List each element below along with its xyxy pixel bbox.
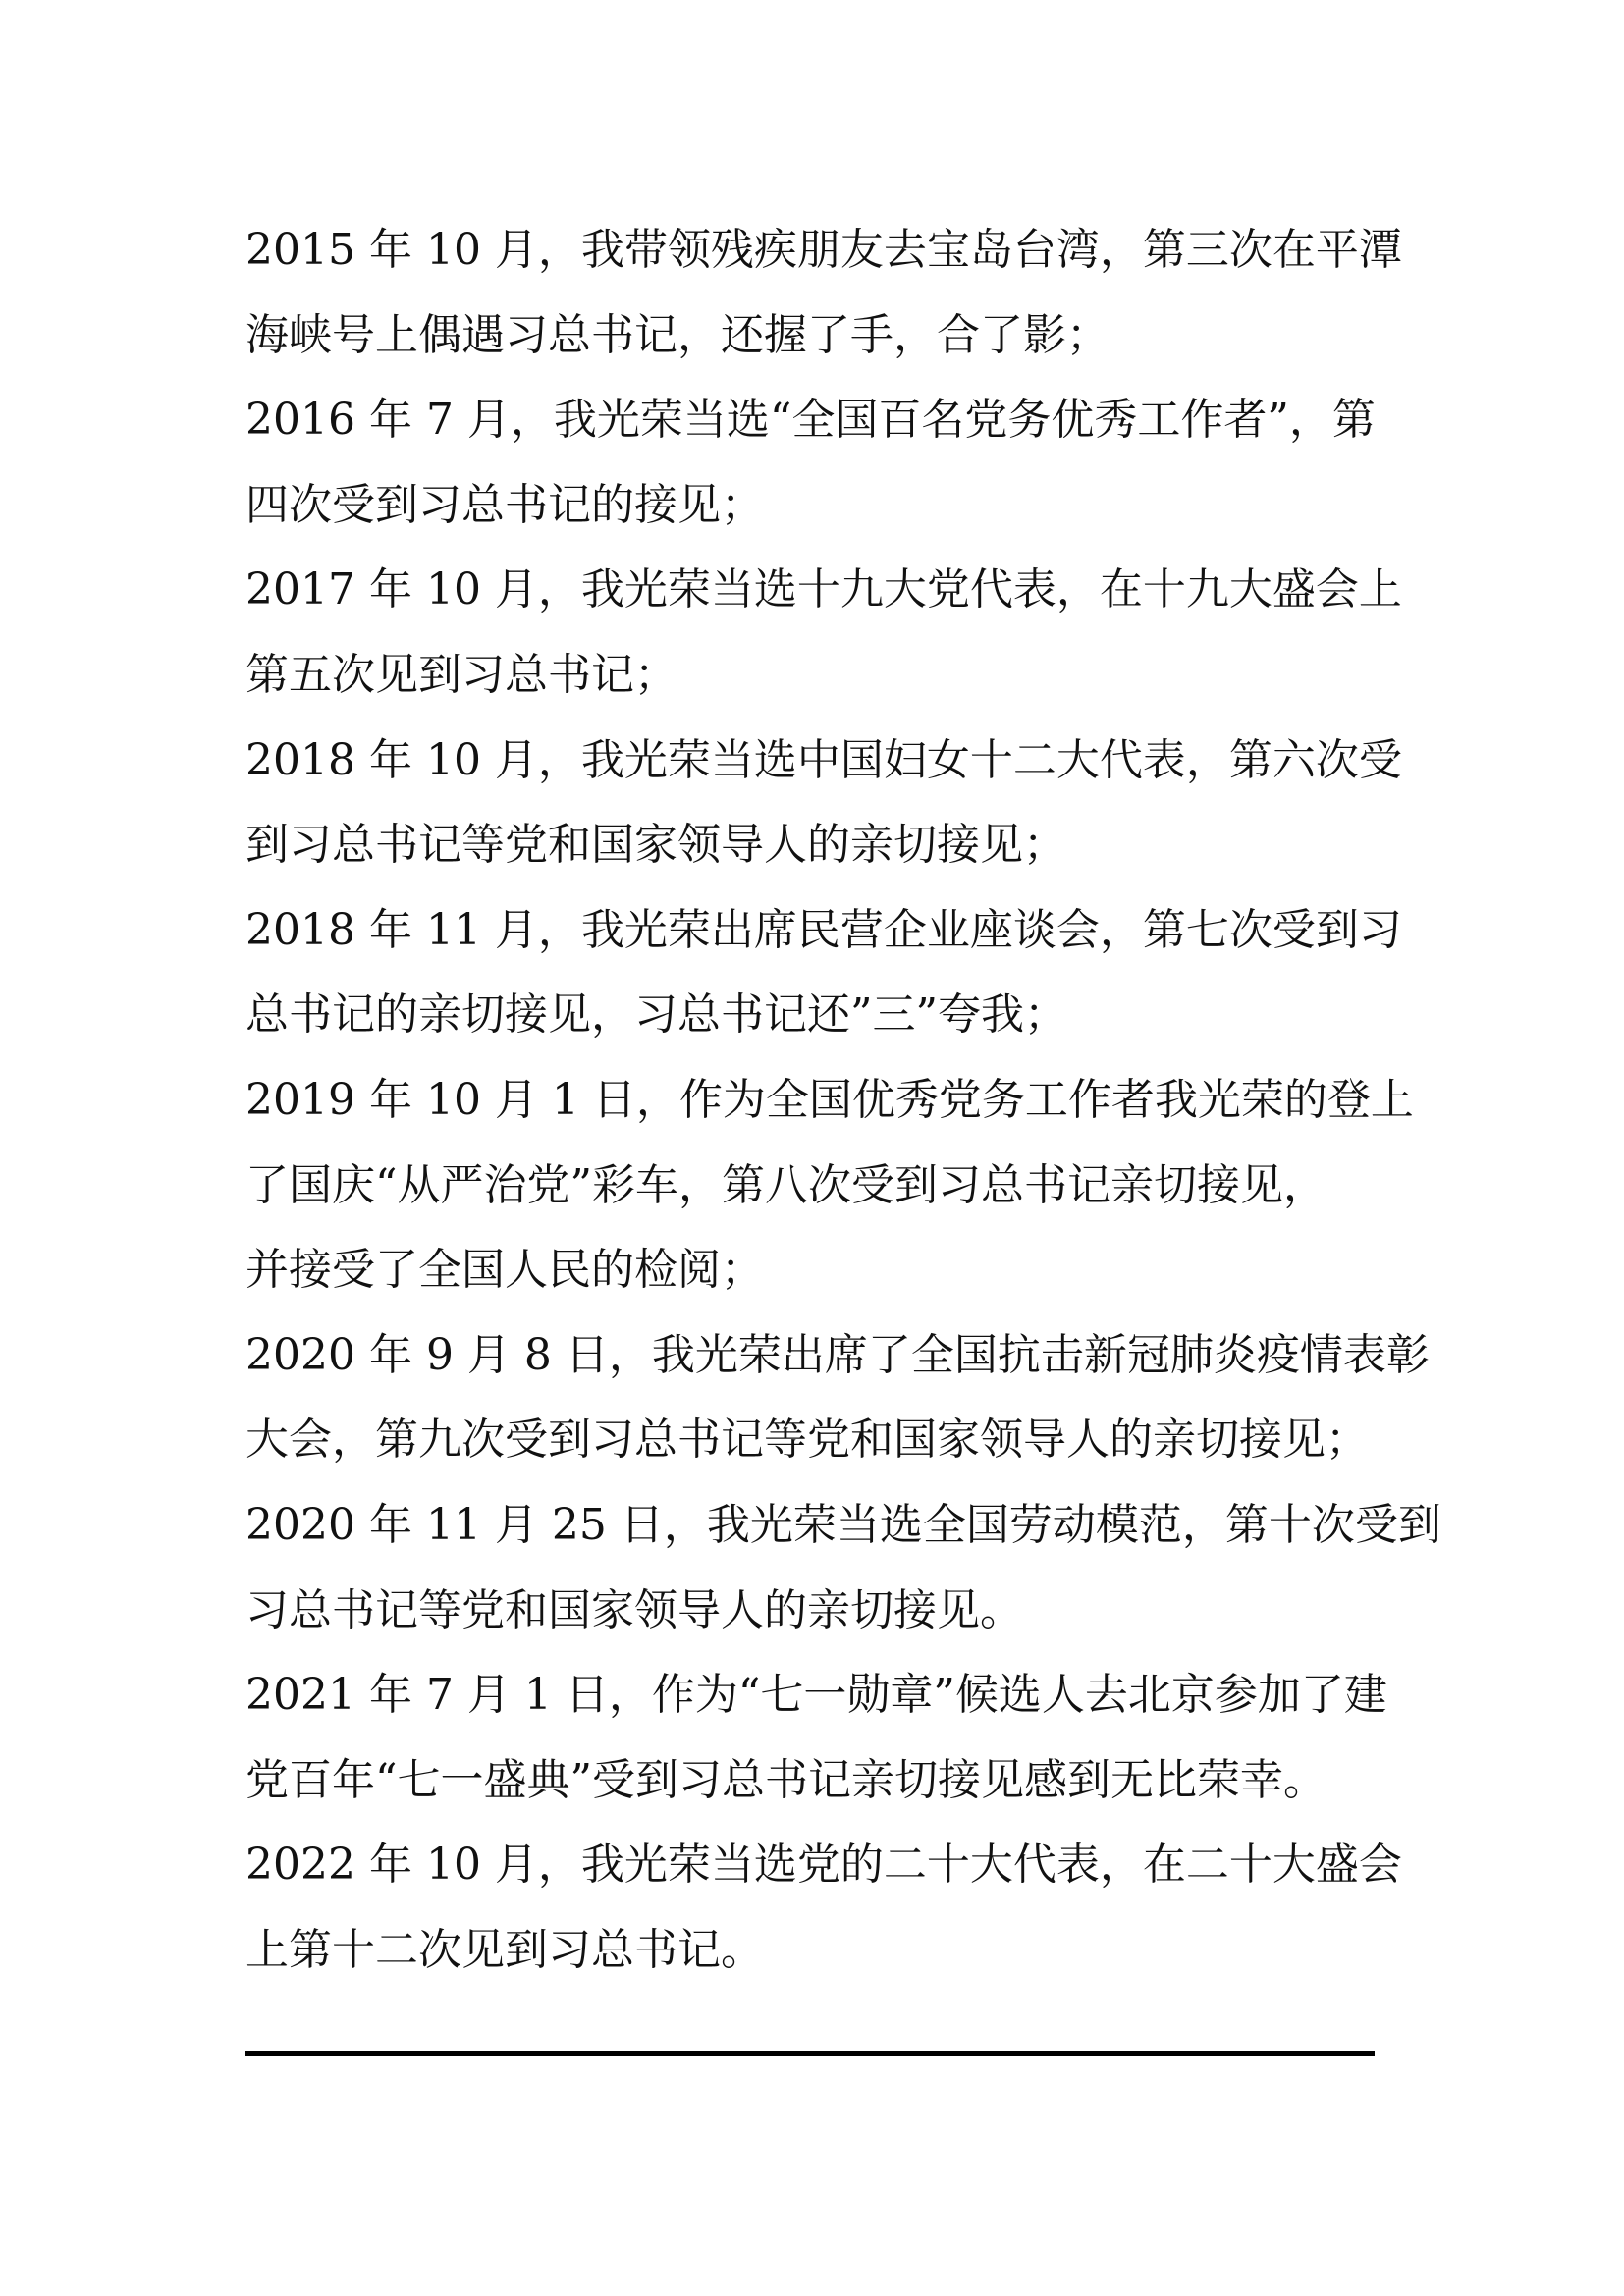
text-line: 总书记的亲切接见，习总书记还”三”夸我；: [245, 989, 1067, 1041]
text-line: 海峡号上偶遇习总书记，还握了手，合了影；: [245, 309, 1110, 360]
text-line: 习总书记等党和国家领导人的亲切接见。: [245, 1584, 1023, 1635]
text-line: 2022 年 10 月，我光荣当选党的二十大代表，在二十大盛会: [245, 1840, 1402, 1891]
text-line: 了国庆“从严治党”彩车，第八次受到习总书记亲切接见，: [245, 1159, 1326, 1210]
text-line: 上第十二次见到习总书记。: [245, 1924, 764, 1975]
text-line: 四次受到习总书记的接见；: [245, 479, 764, 530]
text-line: 2020 年 11 月 25 日，我光荣当选全国劳动模范，第十次受到: [245, 1499, 1441, 1550]
text-line: 2017 年 10 月，我光荣当选十九大党代表，在十九大盛会上: [245, 564, 1402, 615]
text-line: 并接受了全国人民的检阅；: [245, 1245, 764, 1296]
text-line: 2018 年 10 月，我光荣当选中国妇女十二大代表，第六次受: [245, 734, 1402, 785]
text-line: 2021 年 7 月 1 日，作为“七一勋章”候选人去北京参加了建: [245, 1670, 1387, 1721]
text-line: 党百年“七一盛典”受到习总书记亲切接见感到无比荣幸。: [245, 1754, 1326, 1805]
text-line: 大会，第九次受到习总书记等党和国家领导人的亲切接见；: [245, 1415, 1369, 1466]
footer-rule: [245, 2051, 1375, 2056]
body-text: [245, 208, 1441, 1993]
text-line: 2016 年 7 月，我光荣当选“全国百名党务优秀工作者”，第: [245, 395, 1376, 446]
text-line: 2019 年 10 月 1 日，作为全国优秀党务工作者我光荣的登上: [245, 1074, 1414, 1125]
text-line: 2015 年 10 月，我带领残疾朋友去宝岛台湾，第三次在平潭: [245, 225, 1402, 275]
text-line: 第五次见到习总书记；: [245, 649, 677, 700]
text-line: 2020 年 9 月 8 日，我光荣出席了全国抗击新冠肺炎疫情表彰: [245, 1329, 1430, 1380]
text-line: 到习总书记等党和国家领导人的亲切接见；: [245, 820, 1066, 871]
text-line: 2018 年 11 月，我光荣出席民营企业座谈会，第七次受到习: [245, 904, 1402, 955]
